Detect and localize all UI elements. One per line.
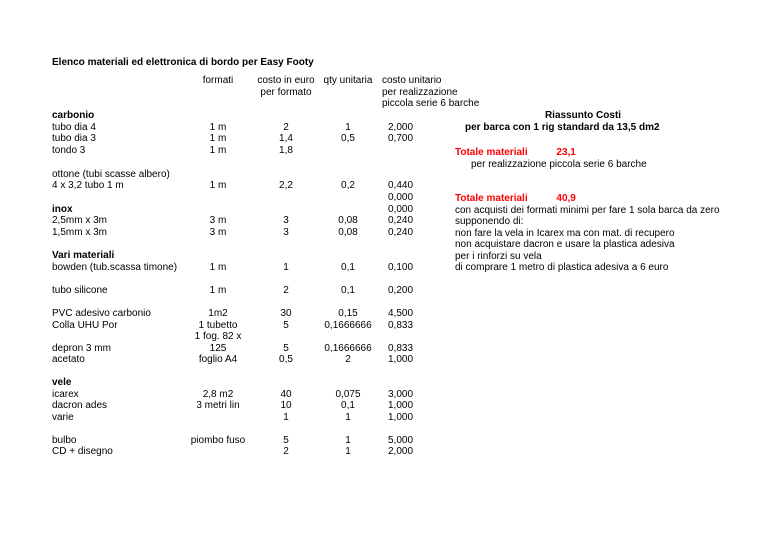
material-qty: 0,1 [341,400,355,411]
material-costo-unitario: 1,000 [388,354,414,365]
material-formato: 1 tubetto [198,320,238,331]
material-costo-unitario: 5,000 [388,435,414,446]
material-formato: 1 m [209,262,227,273]
material-name: 4 x 3,2 tubo 1 m [52,180,124,191]
material-formato: 1m2 [208,308,228,319]
material-name: Vari materiali [52,250,115,261]
summary-note: supponendo di: [455,216,524,227]
material-qty: 0,1666666 [324,320,372,331]
summary-note: con acquisti dei formati minimi per fare 1 sola barca da zero [455,204,720,216]
material-name: Colla UHU Por [52,320,118,331]
material-name: dacron ades [52,400,108,411]
material-name: 1,5mm x 3m [52,227,108,238]
material-qty: 0,1666666 [324,343,372,354]
material-name: tubo dia 4 [52,122,96,133]
material-costo-unitario: 0,240 [388,227,414,238]
material-name: varie [52,412,74,423]
total-row-1 [455,147,717,159]
material-costo-unitario: 1,000 [388,412,414,423]
material-costo-unitario: 0,100 [388,262,414,273]
header-costo-formato-line1: costo in euro [257,75,315,86]
material-qty: 0,1 [341,285,355,296]
material-formato: 1 fog. 82 x [194,331,242,342]
summary-note: di comprare 1 metro di plastica adesiva a 6 euro [455,262,669,273]
material-formato: piombo fuso [190,435,246,446]
total-value-1: 23,1 [556,147,576,158]
material-qty: 0,08 [338,227,358,238]
material-costo-formato: 5 [283,320,289,331]
material-formato: 3 m [209,227,227,238]
material-costo-formato: 1,4 [279,133,293,144]
summary-heading: Riassunto Costi [544,110,622,121]
material-costo-unitario: 0,200 [388,285,414,296]
material-name: tondo 3 [52,145,86,156]
material-costo-formato: 30 [280,308,292,319]
material-name: CD + disegno [52,446,113,457]
material-costo-unitario: 0,000 [388,192,414,203]
material-formato: 1 m [209,285,227,296]
material-costo-formato: 1,8 [279,145,293,156]
header-costo-unitario-line1: costo unitario [382,75,442,86]
material-name: tubo dia 3 [52,133,96,144]
summary-notes [455,204,720,274]
header-qty: qty unitaria [323,75,373,86]
material-costo-formato: 2 [283,446,289,457]
material-qty: 0,2 [341,180,355,191]
document-title: Elenco materiali ed elettronica di bordo per Easy Footy [52,57,314,68]
material-costo-unitario: 4,500 [388,308,414,319]
summary-note: per i rinforzi su vela [455,250,542,262]
material-costo-unitario: 2,000 [388,122,414,133]
material-qty: 2 [345,354,351,365]
material-formato: 1 m [209,180,227,191]
header-costo-formato-line2: per formato [260,86,312,98]
material-formato: foglio A4 [198,354,238,365]
material-costo-unitario: 0,440 [388,180,414,191]
material-qty: 1 [345,435,351,446]
material-costo-unitario: 0,833 [388,320,414,331]
material-costo-formato: 10 [280,400,292,411]
header-costo-unitario-line2: per realizzazione [382,86,458,98]
material-qty: 0,075 [335,389,361,400]
material-costo-formato: 1 [283,412,289,423]
summary-note: non fare la vela in Icarex ma con mat. di recupero [455,227,675,239]
material-qty: 0,15 [338,308,358,319]
material-costo-unitario: 0,240 [388,215,414,226]
material-name: vele [52,377,72,388]
material-costo-formato: 40 [280,389,292,400]
material-name: ottone (tubi scasse albero) [52,169,170,180]
header-formati: formati [202,75,234,86]
material-formato: 1 m [209,133,227,144]
cost-summary [455,110,720,274]
material-formato: 3 metri lin [196,400,240,411]
material-name: carbonio [52,110,95,121]
material-costo-formato: 1 [283,262,289,273]
material-name: inox [52,204,73,215]
material-costo-unitario: 3,000 [388,389,414,400]
material-costo-unitario: 1,000 [388,400,414,411]
material-costo-formato: 2,2 [279,180,293,191]
total-label-2: Totale materiali [455,193,528,204]
material-qty: 1 [345,446,351,457]
material-qty: 1 [345,412,351,423]
material-costo-formato: 2 [283,122,289,133]
material-name: PVC adesivo carbonio [52,308,151,319]
material-costo-formato: 2 [283,285,289,296]
header-costo-unitario [382,75,479,110]
total-value-2: 40,9 [556,193,576,204]
material-costo-unitario: 2,000 [388,446,414,457]
material-formato: 1 m [209,122,227,133]
material-name: bowden (tub.scassa timone) [52,262,178,273]
material-qty: 1 [345,122,351,133]
summary-note: non acquistare dacron e usare la plastica adesiva [455,239,675,250]
total-label-1: Totale materiali [455,147,528,158]
material-costo-formato: 0,5 [279,354,293,365]
header-costo-unitario-line3: piccola serie 6 barche [382,98,480,109]
material-costo-unitario: 0,000 [388,204,414,215]
material-costo-formato: 5 [283,343,289,354]
material-name: icarex [52,389,79,400]
material-costo-formato: 3 [283,215,289,226]
material-name: tubo silicone [52,285,108,296]
material-name: depron 3 mm [52,343,111,354]
material-formato: 1 m [209,145,227,156]
material-costo-unitario: 0,833 [388,343,414,354]
material-name: acetato [52,354,85,365]
material-formato: 3 m [209,215,227,226]
material-formato: 2,8 m2 [202,389,234,400]
material-qty: 0,08 [338,215,358,226]
total-row-2 [455,193,717,205]
material-costo-formato: 3 [283,227,289,238]
total-note-1: per realizzazione piccola serie 6 barche [471,158,647,170]
material-formato: 125 [209,343,227,354]
material-name: bulbo [52,435,77,446]
material-costo-unitario: 0,700 [388,133,414,144]
material-name: 2,5mm x 3m [52,215,108,226]
material-qty: 0,5 [341,133,355,144]
material-qty: 0,1 [341,262,355,273]
summary-subheading: per barca con 1 rig standard da 13,5 dm2 [465,121,660,133]
material-costo-formato: 5 [283,435,289,446]
